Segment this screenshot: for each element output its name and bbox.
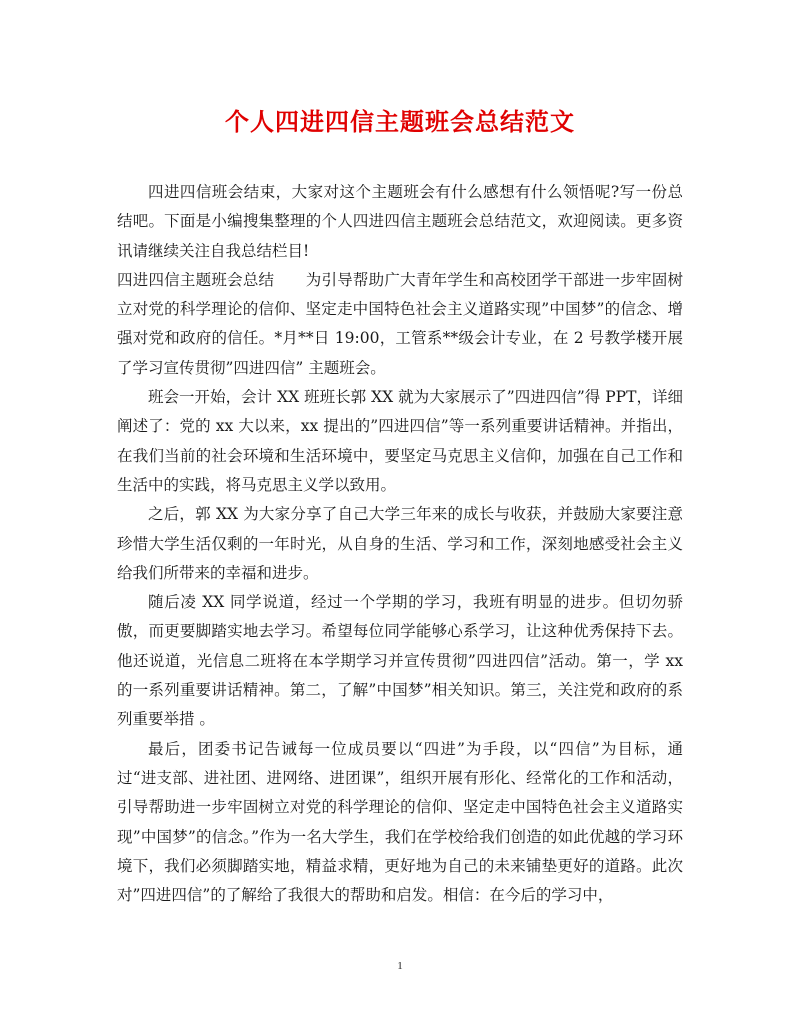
paragraph-sharing: 之后，郭 XX 为大家分享了自己大学三年来的成长与收获，并鼓励大家要注意珍惜大学生活仅剩的一年时光，从自身的生活、学习和工作，深刻地感受社会主义给我们所带来的幸福和进步。 xyxy=(117,505,683,582)
paragraph-progress: 随后凌 XX 同学说道，经过一个学期的学习，我班有明显的进步。但切勿骄傲，而更要脚踏实地去学习。希望每位同学能够心系学习，让这种优秀保持下去。他还说道，光信息二班将在本学期学习并宣传贯彻”四进四信”活动。第一，学 xx 的一系列重要讲话精神。第二，了解”中国梦”相关知识。第三，关注党和政府的系列重要举措 。 xyxy=(117,593,683,729)
paragraph-summary-heading: 四进四信主题班会总结 为引导帮助广大青年学生和高校团学干部进一步牢固树立对党的科学理论的信仰、坚定走中国特色社会主义道路实现”中国梦”的信念、增强对党和政府的信任。*月**日 19:00，工管系**级会计专业，在 2 号教学楼开展了学习宣传贯彻”四进四信” 主题班会。 xyxy=(117,270,683,377)
document-body xyxy=(117,178,683,910)
paragraph-conclusion: 最后，团委书记告诫每一位成员要以“四进”为手段，以“四信”为目标，通过“进支部、进社团、进网络、进团课”，组织开展有形化、经常化的工作和活动，引导帮助进一步牢固树立对党的科学理论的信仰、坚定走中国特色社会主义道路实现”中国梦”的信念。”作为一名大学生，我们在学校给我们创造的如此优越的学习环境下，我们必须脚踏实地，精益求精，更好地为自己的未来铺垫更好的道路。此次对”四进四信”的了解给了我很大的帮助和启发。相信：在今后的学习中， xyxy=(117,739,683,905)
document-title: 个人四进四信主题班会总结范文 xyxy=(225,107,575,136)
page-number: 1 xyxy=(397,960,403,972)
paragraph-meeting-start: 班会一开始，会计 XX 班班长郭 XX 就为大家展示了”四进四信”得 PPT，详细阐述了：党的 xx 大以来，xx 提出的”四进四信”等一系列重要讲话精神。并指出，在我们当前的社会环境和生活环境中，要坚定马克思主义信仰，加强在自己工作和生活中的实践，将马克思主义学以致用。 xyxy=(117,388,683,494)
paragraph-intro: 四进四信班会结束，大家对这个主题班会有什么感想有什么领悟呢?写一份总结吧。下面是小编搜集整理的个人四进四信主题班会总结范文，欢迎阅读。更多资讯请继续关注自我总结栏目! xyxy=(117,183,683,260)
